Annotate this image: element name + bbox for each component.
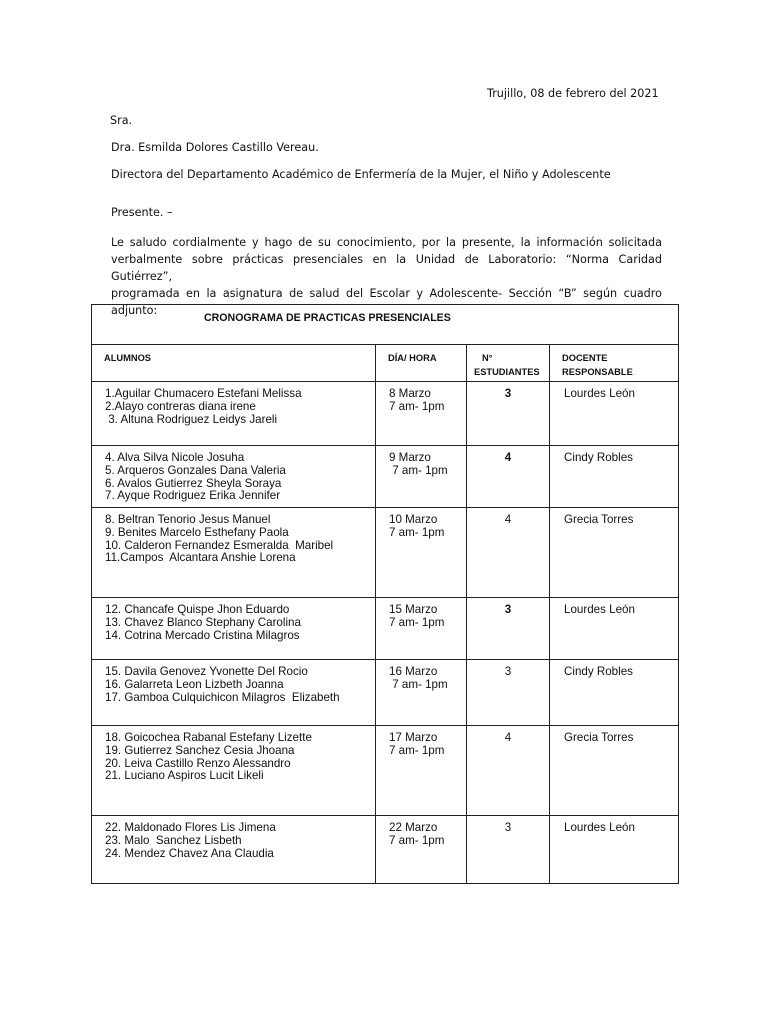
student-name: 23. Malo Sanchez Lisbeth <box>105 833 242 847</box>
student-name: 11.Campos Alcantara Anshie Lorena <box>105 551 296 565</box>
student-count: 4 <box>504 451 512 464</box>
practice-day: 15 Marzo <box>389 603 438 616</box>
student-name: 14. Cotrina Mercado Cristina Milagros <box>105 628 300 642</box>
presente-line: Presente. – <box>111 206 173 219</box>
students-cell <box>92 446 376 508</box>
table-row <box>92 508 679 598</box>
student-name: 2.Alayo contreras diana irene <box>105 399 256 413</box>
student-name: 21. Luciano Aspiros Lucit Likeli <box>105 769 264 783</box>
day-hour-cell <box>376 382 467 446</box>
student-name: 5. Arqueros Gonzales Dana Valeria <box>105 463 286 477</box>
docente-cell <box>550 660 679 726</box>
docente-cell <box>550 816 679 884</box>
student-count: 4 <box>504 513 512 526</box>
docente-cell <box>550 446 679 508</box>
schedule-body <box>92 382 679 884</box>
day-hour-cell <box>376 446 467 508</box>
student-name: 24. Mendez Chavez Ana Claudia <box>105 846 274 860</box>
student-name: 13. Chavez Blanco Stephany Carolina <box>105 615 301 629</box>
docente-cell <box>550 382 679 446</box>
student-name: 12. Chancafe Quispe Jhon Eduardo <box>105 603 290 616</box>
schedule-table <box>91 304 679 884</box>
practice-time: 7 am- 1pm <box>389 463 448 477</box>
student-count-cell <box>467 598 550 660</box>
recipient-name: Dra. Esmilda Dolores Castillo Vereau. <box>111 141 319 154</box>
student-name: 16. Galarreta Leon Lizbeth Joanna <box>105 677 284 691</box>
student-count: 3 <box>504 665 512 678</box>
student-count: 3 <box>504 387 512 400</box>
header-n-line1: N° <box>482 353 493 363</box>
header-docente-line2: RESPONSABLE <box>562 367 633 377</box>
student-count-cell <box>467 816 550 884</box>
day-hour-cell <box>376 598 467 660</box>
practice-time: 7 am- 1pm <box>389 615 445 629</box>
student-name: 9. Benites Marcelo Esthefany Paola <box>105 525 289 539</box>
docente-cell <box>550 508 679 598</box>
practice-time: 7 am- 1pm <box>389 833 445 847</box>
salutation: Sra. <box>110 114 133 127</box>
practice-time: 7 am- 1pm <box>389 743 445 757</box>
student-name: 15. Davila Genovez Yvonette Del Rocio <box>105 665 308 678</box>
table-row <box>92 816 679 884</box>
practice-day: 8 Marzo <box>389 387 431 400</box>
practice-day: 17 Marzo <box>389 731 438 744</box>
header-n-line2: ESTUDIANTES <box>474 367 540 377</box>
docente-name: Lourdes León <box>564 603 635 616</box>
student-name: 20. Leiva Castillo Renzo Alessandro <box>105 756 291 770</box>
student-name: 4. Alva Silva Nicole Josuha <box>105 451 245 464</box>
student-name: 22. Maldonado Flores Lis Jimena <box>105 821 276 834</box>
day-hour-cell <box>376 726 467 816</box>
docente-name: Cindy Robles <box>564 665 633 678</box>
docente-name: Lourdes León <box>564 387 635 400</box>
student-name: 19. Gutierrez Sanchez Cesia Jhoana <box>105 743 295 757</box>
practice-day: 9 Marzo <box>389 451 431 464</box>
students-cell <box>92 598 376 660</box>
schedule-title: CRONOGRAMA DE PRACTICAS PRESENCIALES <box>204 312 451 324</box>
letter-date: Trujillo, 08 de febrero del 2021 <box>487 87 659 100</box>
student-name: 17. Gamboa Culquichicon Milagros Elizabeth <box>105 690 340 704</box>
practice-time: 7 am- 1pm <box>389 399 445 413</box>
student-count: 4 <box>504 731 512 744</box>
header-n-estudiantes <box>467 345 550 382</box>
practice-day: 10 Marzo <box>389 513 438 526</box>
student-name: 8. Beltran Tenorio Jesus Manuel <box>105 513 271 526</box>
recipient-position: Directora del Departamento Académico de Enfermería de la Mujer, el Niño y Adolescente <box>111 168 611 181</box>
students-cell <box>92 382 376 446</box>
header-docente-line1: DOCENTE <box>562 353 608 363</box>
practice-day: 22 Marzo <box>389 821 438 834</box>
docente-name: Cindy Robles <box>564 451 633 464</box>
practice-time: 7 am- 1pm <box>389 525 445 539</box>
table-row <box>92 382 679 446</box>
docente-cell <box>550 598 679 660</box>
student-count-cell <box>467 446 550 508</box>
practice-time: 7 am- 1pm <box>389 677 448 691</box>
student-name: 6. Avalos Gutierrez Sheyla Soraya <box>105 476 282 490</box>
table-row <box>92 598 679 660</box>
student-name: 3. Altuna Rodriguez Leidys Jareli <box>105 412 278 426</box>
docente-cell <box>550 726 679 816</box>
student-name: 10. Calderon Fernandez Esmeralda Maribel <box>105 538 334 552</box>
paragraph-line-3: programada en la asignatura de salud del Escolar y Adolescente- Sección “B” según cuadro adjunto: <box>111 287 662 317</box>
table-row <box>92 726 679 816</box>
header-alumnos: ALUMNOS <box>92 345 376 382</box>
paragraph-line-2: verbalmente sobre prácticas presenciales en la Unidad de Laboratorio: “Norma Caridad Gutiérrez”, <box>111 253 662 283</box>
paragraph-line-1: Le saludo cordialmente y hago de su conocimiento, por la presente, la información solicitada <box>111 236 662 249</box>
students-cell <box>92 660 376 726</box>
student-count-cell <box>467 508 550 598</box>
student-count-cell <box>467 660 550 726</box>
schedule-header-row <box>92 345 679 382</box>
students-cell <box>92 726 376 816</box>
table-row <box>92 446 679 508</box>
student-count-cell <box>467 726 550 816</box>
header-dia-hora: DÍA/ HORA <box>376 345 467 382</box>
student-name: 1.Aguilar Chumacero Estefani Melissa <box>105 387 302 400</box>
student-count-cell <box>467 382 550 446</box>
schedule-title-cell <box>92 305 679 345</box>
students-cell <box>92 816 376 884</box>
docente-name: Lourdes León <box>564 821 635 834</box>
student-count: 3 <box>504 821 512 834</box>
docente-name: Grecia Torres <box>564 513 634 526</box>
students-cell <box>92 508 376 598</box>
header-docente <box>550 345 679 382</box>
student-count: 3 <box>504 603 512 616</box>
day-hour-cell <box>376 816 467 884</box>
table-row <box>92 660 679 726</box>
day-hour-cell <box>376 508 467 598</box>
student-name: 7. Ayque Rodriguez Erika Jennifer <box>105 489 281 503</box>
practice-day: 16 Marzo <box>389 665 438 678</box>
day-hour-cell <box>376 660 467 726</box>
student-name: 18. Goicochea Rabanal Estefany Lizette <box>105 731 312 744</box>
docente-name: Grecia Torres <box>564 731 634 744</box>
